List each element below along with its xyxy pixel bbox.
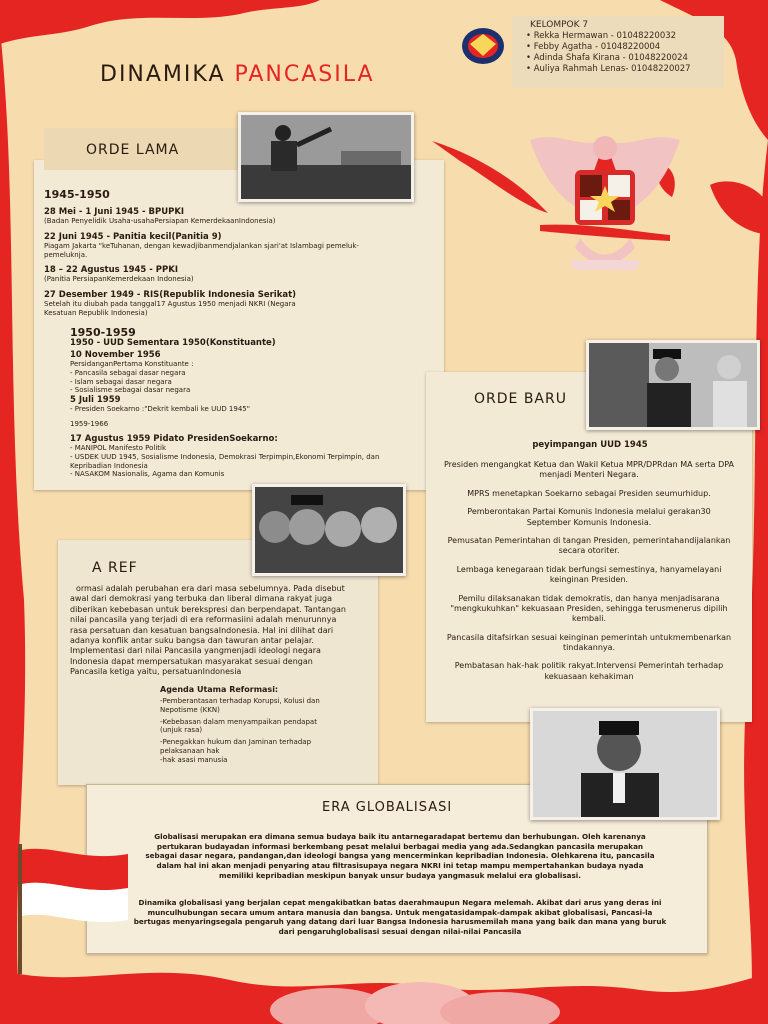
event-bpupki-desc: (Badan Penyelidik Usaha-usahaPersiapan KemerdekaanIndonesia) [44,217,276,225]
orde-baru-item-2: MPRS menetapkan Soekarno sebagai Presiden seumurhidup. [467,488,711,498]
event-aug-1959-line-1: - MANIPOL Manifesto Politik [70,444,167,452]
photo-jokowi [530,708,720,820]
period-1945-1950: 1945-1950 [44,188,110,201]
event-panitia9-title: 22 Juni 1945 - Panitia kecil(Panitia 9) [44,231,222,242]
event-ris-title: 27 Desember 1949 - RIS(Republik Indonesia Serikat) [44,290,297,300]
page-title [100,62,375,87]
event-panitia9-desc: Piagam Jakarta "keTuhanan, dengan kewadjibanmendjalankan sjari'at Islambagi pemeluk-pemeluknja. [44,241,359,259]
reformasi-agenda-list [160,697,340,764]
orde-baru-item-6: Pemilu dilaksanakan tidak demokratis, dan hanya menjadisarana "mengkukuhkan" kekuasaan Presiden, sehingga terusmenerus dipilih kembali. [450,593,728,624]
orde-baru-item-3: Pemberontakan Partai Komunis Indonesia melalui gerakan30 September Komunis Indonesia. [467,507,711,527]
event-nov-1956-line-2: - Pancasila sebagai dasar negara [70,368,186,377]
reformasi-agenda-2: -Kebebasan dalam menyampaikan pendapat (unjuk rasa) [160,717,317,735]
event-nov-1956-line-1: PersidanganPertama Konstituante : [70,360,194,368]
event-bpupki-title: 28 Mei - 1 Juni 1945 - BPUPKI [44,207,185,217]
university-logo-icon [460,26,506,66]
event-jul-1959-title: 5 Juli 1959 [70,395,121,405]
orde-baru-subheading: peyimpangan UUD 1945 [532,440,648,450]
orde-baru-item-4: Pemusatan Pemerintahan di tangan Presiden, pemerintahandijalankan secara otoriter. [447,535,731,556]
event-nov-1956-line-3: - Islam sebagai dasar negara [70,377,172,386]
orde-baru-list [430,460,748,690]
group-member-3: • Adinda Shafa Kirana - 01048220024 [526,53,688,63]
page-title-part1: DINAMIKA [100,62,235,87]
photo-soeharto [586,340,760,430]
orde-baru-item-8: Pembatasan hak-hak politik rakyat.Intervensi Pemerintah terhadap kekuasaan kehakiman [454,661,724,681]
decor-brush-top-left [0,0,330,60]
period-1950-1959: 1950-1959 [70,326,136,339]
page-title-part2: PANCASILA [234,62,375,87]
garuda-emblem-icon [520,120,690,285]
globalisasi-heading: ERA GLOBALISASI [322,800,453,815]
group-member-2: • Febby Agatha - 01048220004 [526,42,661,52]
group-member-4: • Auliya Rahmah Lenas- 01048220027 [526,64,691,74]
indonesia-flag-icon [12,844,132,974]
event-jul-1959-desc: - Presiden Soekarno :"Dekrit kembali ke UUD 1945" [70,405,250,413]
event-nov-1956-line-4: - Sosialisme sebagai dasar negara [70,386,191,395]
group-member-1: • Rekka Hermawan - 01048220032 [526,31,677,41]
globalisasi-para-2: Dinamika globalisasi yang berjalan cepat mengakibatkan batas daerahmaupun Negara melemah. Akibat dari arus yang deras ini munculhubungan secara umum antara manusia dan bangsa. Untuk mengatasidampak-dampak akibat globalisasi, Pancasi-la bertugas menyaringsegala pengaruh yang datang dari luar Bangsa Indonesia harusmemilah mana yang baik dan mana yang buruk dari pengaruhglobalisasi sesuai dengan nilai-nilai Pancasila [133,898,667,937]
photo-soekarno-speech [238,112,414,202]
orde-baru-item-1: Presiden mengangkat Ketua dan Wakil Ketua MPR/DPRdan MA serta DPA menjadi Menteri Negara. [444,460,735,480]
orde-baru-item-5: Lembaga kenegaraan tidak berfungsi semestinya, hanyamelayani keinginan Presiden. [456,564,722,585]
reformasi-body: ormasi adalah perubahan era dari masa sebelumnya. Pada disebut awal dari demokrasi yang terbuka dan liberal dimana rakyat juga diberikan kebebasan untuk berekspresi dan berpendapat. Tantangan nilai pancasila yang terjadi di era reformasiini adalah menurunnya rasa persatuan dan kesatuan bangsaIndonesia. Hal ini dilihat dari adanya konflik antar suku bangsa dan tawuran antar pelajar. Implementasi dari nilai Pancasila yangmenjadi ideologi negara Indonesia dapat mempersatukan masyarakat sesuai dengan Pancasila ketiga yaitu, persatuanIndonesia [70,584,346,677]
reformasi-agenda-3: -Penegakkan hukum dan Jaminan terhadap pelaksanaan hak [160,738,312,755]
group-title: KELOMPOK 7 [530,20,589,30]
orde-baru-item-7: Pancasila ditafsirkan sesuai keinginan pemerintah untukmembenarkan tindakannya. [446,632,732,653]
event-aug-1959-title: 17 Agustus 1959 Pidato PresidenSoekarno: [70,434,278,444]
orde-lama-heading: ORDE LAMA [86,142,180,158]
period-1950-1959-sub: 1950 - UUD Sementara 1950(Konstituante) [70,338,276,348]
event-aug-1959-line-3: - NASAKOM Nasionalis, Agama dan Komunis [70,470,225,479]
period-1959-1966: 1959-1966 [70,420,109,428]
reformasi-agenda-title: Agenda Utama Reformasi: [160,685,279,694]
globalisasi-para-1: Globalisasi merupakan era dimana semua budaya baik itu antarnegaradapat bertemu dan berhubungan. Oleh karenanya pertukaran budayadan informasi berkembang pesat melalui berbagai media yang ada.Sedangkan pancasila merupakan sebagai dasar negara, pandangan,dan ideologi bangsa yang mencerminkan kepribadian Indonesia. Olehkarena itu, pancasila dalam hal ini akan menjadi penyaring atau filtrasisupaya negara NKRI ini tetap mampu mempertahankan budaya nyada memiliki kepribadian meskipun banyak unsur budaya yangmasuk melalui era globalisasi. [145,832,655,880]
event-ppki-desc: (Panitia PersiapanKemerdekaan Indonesia) [44,275,194,284]
event-nov-1956-title: 10 November 1956 [70,350,161,360]
orde-lama-events-3 [70,434,400,479]
orde-baru-heading: ORDE BARU [474,391,567,407]
event-ppki-title: 18 – 22 Agustus 1945 - PPKI [44,265,179,276]
reformasi-agenda-4: -hak asasi manusia [160,755,228,764]
photo-reformasi-presidents [252,484,406,576]
event-ris-desc: Setelah itu diubah pada tanggal17 Agustus 1950 menjadi NKRI (Negara Kesatuan Republik Indonesia) [44,300,296,317]
event-aug-1959-line-2: - USDEK UUD 1945, Sosialisme Indonesia, Demokrasi Terpimpin,Ekonomi Terpimpin, dan Kepribadian Indonesia [70,452,380,470]
reformasi-heading: A REF [92,560,138,576]
orde-lama-events-1 [44,207,394,318]
reformasi-agenda-1: -Pemberantasan terhadap Korupsi, Kolusi dan Nepotisme (KKN) [160,697,320,714]
orde-lama-events-2 [70,350,370,414]
